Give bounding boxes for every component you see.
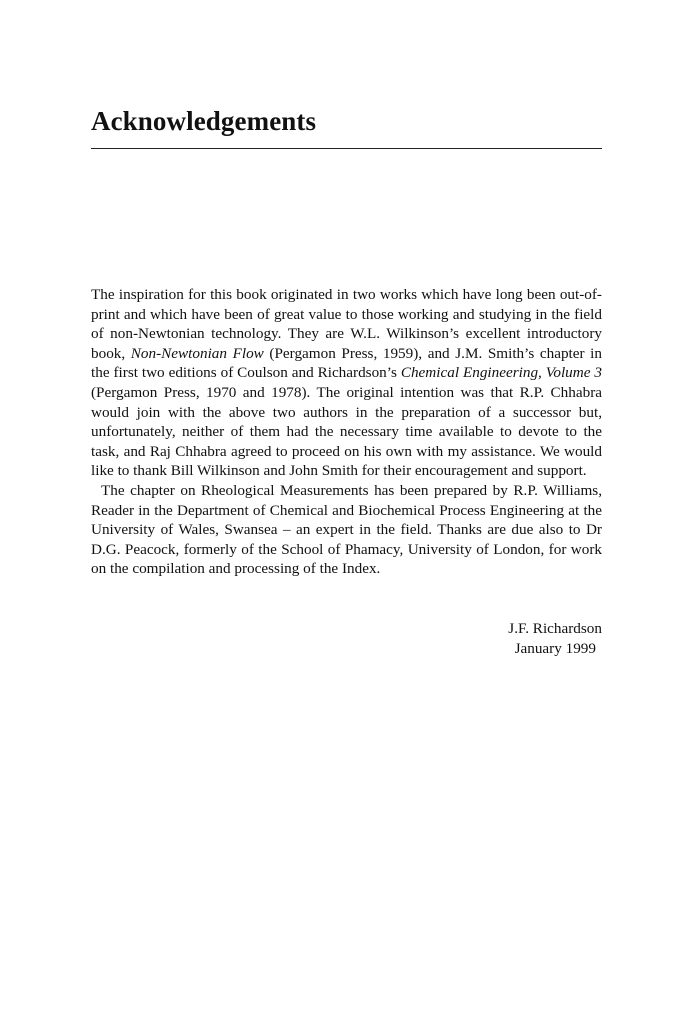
signature-name: J.F. Richardson	[508, 620, 602, 637]
signature-date: January 1999	[514, 639, 596, 657]
page-title: Acknowledgements	[91, 106, 317, 136]
paragraph-1	[91, 285, 602, 481]
paragraph-1-text-b: (Pergamon Press, 1959), and J.M. Smith’s chapter in the first two editions of Coulson and Richardson’s	[91, 344, 602, 382]
paragraph-1-text-c: (Pergamon Press, 1970 and 1978). The original intention was that R.P. Chhabra would join with the above two authors in the preparation of a successor but, unfortunately, neither of them had the necessary time available to devote to the task, and Raj Chhabra agreed to proceed on his own with my assistance. We would like to thank Bill Wilkinson and John Smith for their encouragement and support.	[91, 383, 602, 480]
book-title-non-newtonian-flow: Non-Newtonian Flow	[130, 344, 264, 362]
signature-block	[400, 619, 602, 658]
acknowledgements-body	[91, 285, 602, 579]
paragraph-1-text-a: The inspiration for this book originated in two works which have long been out-of-print and which have been of great value to those working and studying in the field of non-Newtonian technology. They are W.L. Wilkinson’s excellent introductory book,	[91, 286, 602, 362]
book-title-chemical-engineering: Chemical Engineering, Volume 3	[400, 364, 602, 382]
title-rule	[91, 148, 602, 149]
paragraph-2: The chapter on Rheological Measurements has been prepared by R.P. Williams, Reader in the Department of Chemical and Biochemical Process Engineering at the University of Wales, Swansea – an expert in the field. Thanks are due also to Dr D.G. Peacock, formerly of the School of Phamacy, University of London, for work on the compilation and processing of the Index.	[91, 481, 602, 578]
